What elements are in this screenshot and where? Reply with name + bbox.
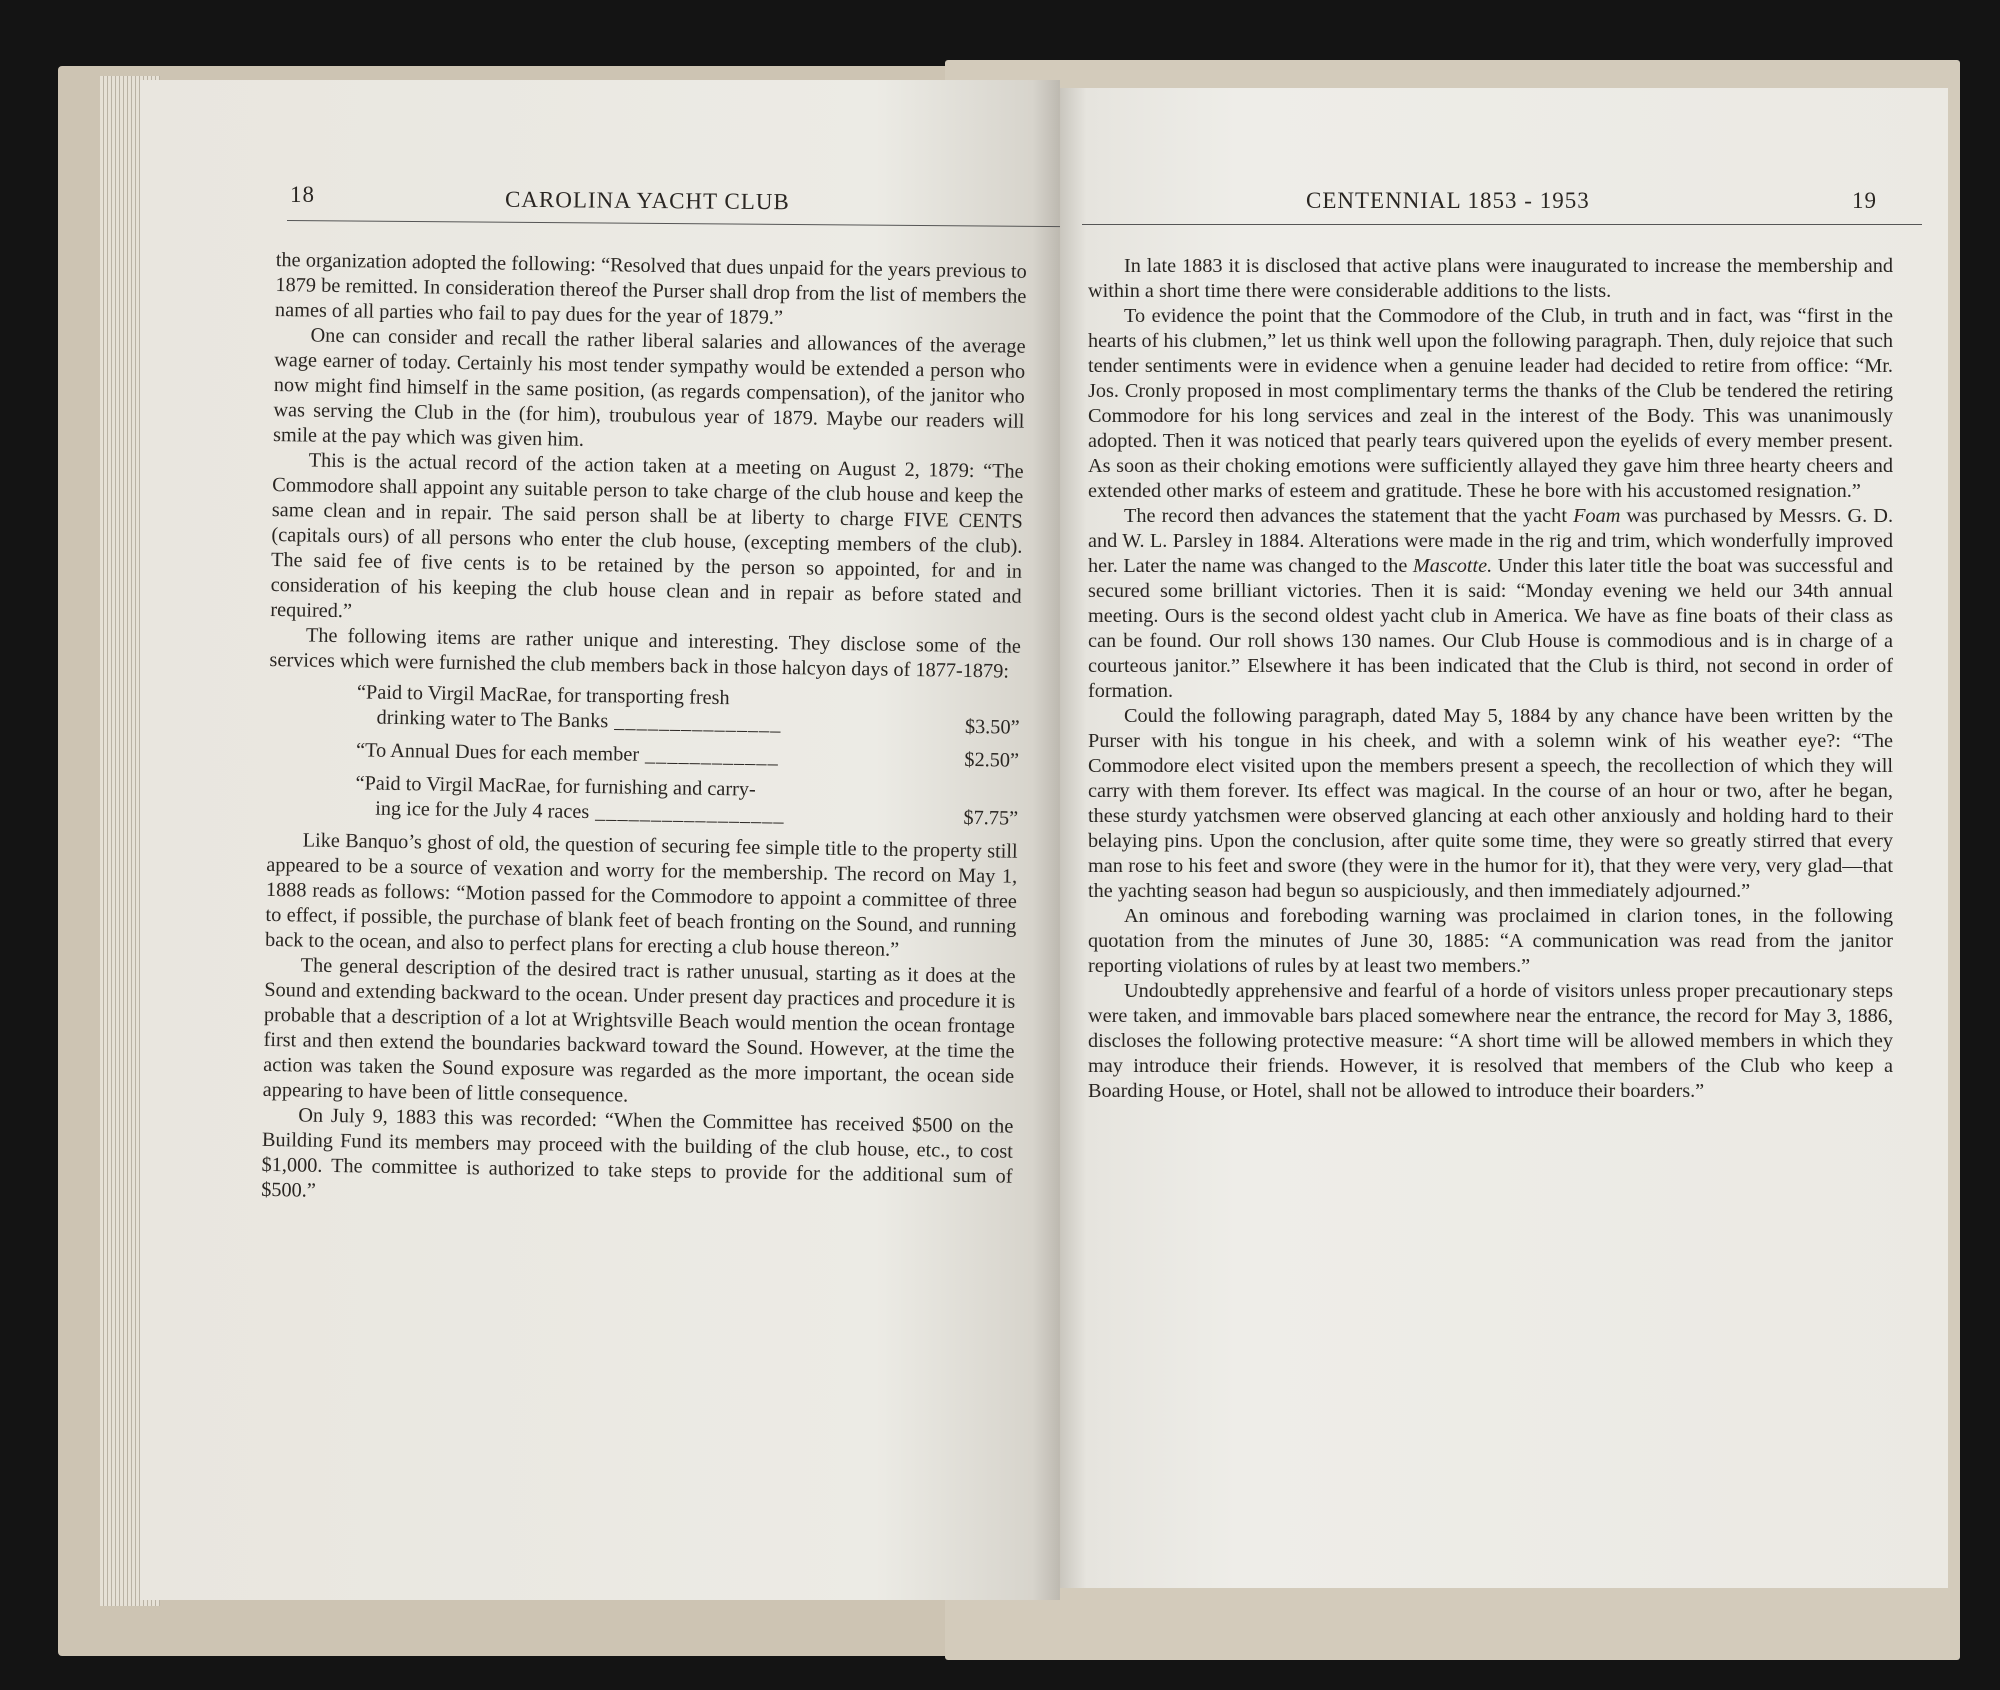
- expense-entry: “To Annual Dues for each member ____________ $2.50”: [355, 739, 1020, 772]
- yacht-name-mascotte: Mascotte.: [1412, 555, 1493, 577]
- left-paragraph: The general description of the desired tract is rather unusual, starting as it does at the Sound and extending backward to the ocean. Under present day practices and procedure it is probable that a description of a lot at Wrightsville Beach would mention the ocean frontage first and then extend the boundaries backward toward the Sound. However, at the time the action was taken the Sound exposure was regarded as the more important, the ocean side appearing to have been of little consequence.: [262, 954, 1016, 1107]
- right-page-number: 19: [1852, 188, 1877, 213]
- expense-amount: $7.75”: [963, 806, 1019, 830]
- left-paragraph: This is the actual record of the action taken at a meeting on August 2, 1879: “The Commodore shall appoint any suitable person to take charge of the club house and keep the same clean and in repair. The said person shall be at liberty to charge FIVE CENTS (capitals ours) of all persons who enter the club house, (excepting members of the club). The said fee of five cents is to be retained by the person so appointed, for and in consideration of his keeping the club house clean and in repair as before stated and required.”: [270, 449, 1024, 623]
- right-paragraph: In late 1883 it is disclosed that active plans were inaugurated to increase the membership and within a short time there were considerable additions to the lists.: [1088, 255, 1893, 302]
- right-paragraph: The record then advances the statement that the yacht Foam was purchased by Messrs. G. D. and W. L. Parsley in 1884. Alterations were made in the rig and trim, which wonderfully improved her. Later the name was changed to the Mascotte. Under this later title the boat was successful and secured some brilliant victories. Then it is said: “Monday evening we held our 34th annual meeting. Ours is the second oldest yacht club in America. We have as fine boats of their class as can be found. Our roll shows 130 names. Our Club House is commodious and is in charge of a courteous janitor.” Elsewhere it has been indicated that the Club is third, not second in order of formation.: [1088, 505, 1894, 702]
- left-page: [140, 80, 1060, 1600]
- right-paragraph: An ominous and foreboding warning was proclaimed in clarion tones, in the following quotation from the minutes of June 30, 1885: “A communication was read from the janitor reporting violations of rules by at least two members.”: [1088, 905, 1893, 977]
- expense-entry: “Paid to Virgil MacRae, for transporting fresh drinking water to The Banks _______________ $3.50”: [356, 681, 1020, 739]
- expense-amount: $3.50”: [964, 715, 1020, 739]
- expense-entry: “Paid to Virgil MacRae, for furnishing and carry- ing ice for the July 4 races _________________ $7.75”: [355, 772, 1019, 830]
- left-paragraph: the organization adopted the following: “Resolved that dues unpaid for the years previous to 1879 be remitted. In consideration thereof the Purser shall drop from the list of members the names of all parties who fail to pay dues for the year of 1879.”: [274, 248, 1027, 329]
- left-paragraph: One can consider and recall the rather liberal salaries and allowances of the average wage earner of today. Certainly his most tender sympathy would be extended a person who now might find himself in the same position, (as regards compensation), of the janitor who was serving the Club in the (for him), troubulous year of 1879. Maybe our readers will smile at the pay which was given him.: [272, 324, 1026, 451]
- left-paragraph: Like Banquo’s ghost of old, the question of securing fee simple title to the property still appeared to be a source of vexation and worry for the membership. The record on May 1, 1888 reads as follows: “Motion passed for the Commodore to appoint a committee of three to effect, if possible, the purchase of blank feet of beach fronting on the Sound, and running back to the ocean, and also to perfect plans for erecting a club house thereon.”: [264, 829, 1018, 961]
- right-paragraph: To evidence the point that the Commodore of the Club, in truth and in fact, was “first in the hearts of his clubmen,” let us think well upon the following paragraph. Then, duly rejoice that such tender sentiments were in evidence when a genuine leader had decided to retire from office: “Mr. Jos. Cronly proposed in most complimentary terms the thanks of the Club be tendered the retiring Commodore for his long services and zeal in the interest of the Body. This was unanimously adopted. Then it was noticed that pearly tears quivered upon the eyelids of every member present. As soon as their choking emotions were sufficiently allayed they gave him three hearty cheers and extended other marks of esteem and gratitude. These he bore with his accustomed resignation.”: [1088, 305, 1893, 502]
- left-page-number: 18: [290, 182, 315, 207]
- left-paragraph: The following items are rather unique and interesting. They disclose some of the services which were furnished the club members back in those halcyon days of 1877-1879:: [269, 624, 1022, 683]
- left-paragraph: On July 9, 1883 this was recorded: “When the Committee has received $500 on the Building Fund its members may proceed with the building of the club house, etc., to cost $1,000. The committee is authorized to take steps to provide for the additional sum of $500.”: [261, 1104, 1014, 1202]
- right-running-title: CENTENNIAL 1853 - 1953: [1306, 188, 1590, 213]
- expense-list: [267, 679, 1020, 832]
- left-running-title: CAROLINA YACHT CLUB: [504, 186, 790, 215]
- right-paragraph: Could the following paragraph, dated May 5, 1884 by any chance have been written by the Purser with his tongue in his cheek, and with a solemn wink of his weather eye?: “The Commodore elect visited upon the members present a speech, the recollection of which they will carry with them forever. Its effect was magical. In the course of an hour or two, after he began, these sturdy yatchsmen were observed glancing at each other anxiously and holding hard to their belaying pins. Upon the conclusion, after quite some time, they were so greatly stirred that every man rose to his feet and swore (they were in the humor for it), that they were very, very glad—that the yachting season had begun so auspiciously, and then immediately adjourned.”: [1088, 705, 1893, 902]
- right-page-body: [1088, 254, 1893, 1104]
- expense-amount: $2.50”: [964, 748, 1020, 772]
- right-paragraph: Undoubtedly apprehensive and fearful of a horde of visitors unless proper precautionary steps were taken, and immovable bars placed somewhere near the entrance, the record for May 3, 1886, discloses the following protective measure: “A short time will be allowed members in which they may introduce their friends. However, it is resolved that members of the Club who keep a Boarding House, or Hotel, shall not be allowed to introduce their boarders.”: [1088, 980, 1893, 1102]
- right-page: [1060, 88, 1948, 1588]
- right-header-rule: [1082, 224, 1922, 225]
- left-header-rule: [287, 220, 1167, 228]
- left-page-body: [261, 248, 1027, 1215]
- yacht-name-foam: Foam: [1573, 505, 1621, 527]
